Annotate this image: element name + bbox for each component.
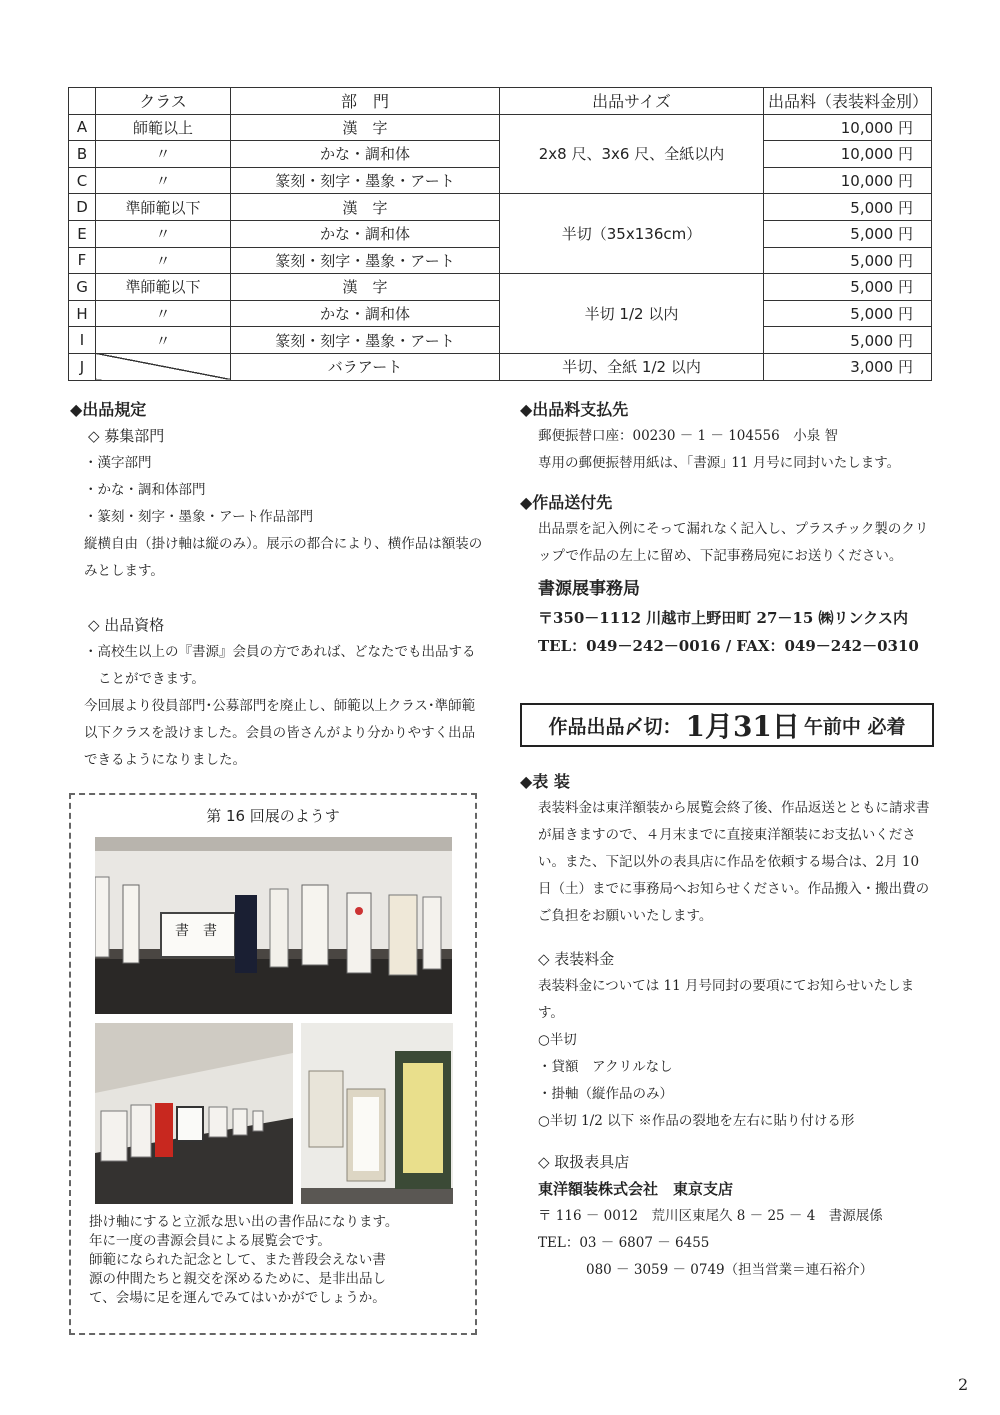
right-column-top xyxy=(520,396,936,660)
gallery-photo-scrolls xyxy=(301,1023,453,1204)
row-fee: 10,000 円 xyxy=(764,141,932,168)
row-letter: A xyxy=(69,114,96,141)
ryokin-text: 表装料金については 11 月号同封の要項にてお知らせいたします。 xyxy=(538,978,915,1021)
office-tel: TEL：049－242－0016 / FAX：049－242－0310 xyxy=(538,637,919,655)
row-dept: 漢 字 xyxy=(231,194,500,221)
col-header-class: クラス xyxy=(96,88,231,115)
fee-table xyxy=(68,87,932,381)
photo-box-title: 第 16 回展のようす xyxy=(206,807,340,825)
caption-line: て、会場に足を運んでみてはいかがでしょうか。 xyxy=(89,1290,386,1306)
row-class: 師範以上 xyxy=(96,114,231,141)
payment-line: 専用の郵便振替用紙は、｢書源｣ 11 月号に同封いたします。 xyxy=(538,455,901,471)
list-item: ・篆刻・刻字・墨象・アート作品部門 xyxy=(84,509,314,525)
photo-caption xyxy=(89,1213,461,1308)
row-dept: 篆刻・刻字・墨象・アート xyxy=(231,327,500,354)
list-item: ○半切 xyxy=(538,1032,577,1048)
row-size: 半切（35x136cm） xyxy=(500,194,764,274)
row-fee: 5,000 円 xyxy=(764,220,932,247)
list-item: ・高校生以上の『書源』会員の方であれば、どなたでも出品することができます。 xyxy=(84,644,476,687)
caption-line: 源の仲間たちと親交を深めるために、是非出品し xyxy=(89,1271,386,1287)
row-size: 半切、全紙 1/2 以内 xyxy=(500,353,764,380)
row-class: 〃 xyxy=(96,300,231,327)
row-letter: F xyxy=(69,247,96,274)
row-letter: H xyxy=(69,300,96,327)
table-row xyxy=(69,274,932,301)
row-letter: I xyxy=(69,327,96,354)
subheading-shop: ◇ 取扱表具店 xyxy=(538,1153,630,1171)
row-size: 2x8 尺、3x6 尺、全紙以内 xyxy=(500,114,764,194)
row-letter: G xyxy=(69,274,96,301)
row-dept: 篆刻・刻字・墨象・アート xyxy=(231,247,500,274)
row-class: 〃 xyxy=(96,220,231,247)
caption-line: 年に一度の書源会員による展覧会です。 xyxy=(89,1233,331,1249)
row-class: 〃 xyxy=(96,141,231,168)
table-row xyxy=(69,194,932,221)
section-heading-hyoso: ◆表 装 xyxy=(520,772,570,791)
row-letter: E xyxy=(69,220,96,247)
row-class: 準師範以下 xyxy=(96,194,231,221)
row-letter: B xyxy=(69,141,96,168)
row-fee: 5,000 円 xyxy=(764,327,932,354)
row-letter: D xyxy=(69,194,96,221)
list-item: ・貸額 アクリルなし xyxy=(538,1059,673,1075)
row-class: 〃 xyxy=(96,247,231,274)
row-dept: 漢 字 xyxy=(231,274,500,301)
shop-tel-mobile: 080 － 3059 － 0749（担当営業＝連石裕介） xyxy=(586,1262,874,1278)
list-item: ・かな・調和体部門 xyxy=(84,482,206,498)
table-row xyxy=(69,114,932,141)
row-fee: 5,000 円 xyxy=(764,247,932,274)
deadline-box xyxy=(520,703,934,747)
section-heading-send: ◆作品送付先 xyxy=(520,493,613,512)
page-number: 2 xyxy=(958,1375,969,1394)
list-item: ・漢字部門 xyxy=(84,455,152,471)
row-size: 半切 1/2 以内 xyxy=(500,274,764,354)
subheading-ryokin: ◇ 表装料金 xyxy=(538,950,615,968)
row-class: 〃 xyxy=(96,327,231,354)
row-class: 〃 xyxy=(96,167,231,194)
col-header-fee: 出品料（表装料金別） xyxy=(764,88,932,115)
left-column xyxy=(70,396,486,774)
row-dept: かな・調和体 xyxy=(231,141,500,168)
row-fee: 3,000 円 xyxy=(764,353,932,380)
gallery-photo-wide xyxy=(95,837,452,1014)
office-address: 〒350－1112 川越市上野田町 27－15 ㈱リンクス内 xyxy=(538,609,909,627)
row-fee: 5,000 円 xyxy=(764,194,932,221)
col-header-size: 出品サイズ xyxy=(500,88,764,115)
row-letter: J xyxy=(69,353,96,380)
list-item: ○半切 1/2 以下 ※作品の裂地を左右に貼り付ける形 xyxy=(538,1113,855,1129)
subheading-bosyu: ◇ 募集部門 xyxy=(88,427,165,445)
gallery-photo-scrolls-image xyxy=(301,1023,453,1204)
row-letter: C xyxy=(69,167,96,194)
caption-line: 掛け軸にすると立派な思い出の書作品になります。 xyxy=(89,1214,399,1230)
row-fee: 10,000 円 xyxy=(764,167,932,194)
row-dept: バラアート xyxy=(231,353,500,380)
col-header-dept: 部 門 xyxy=(231,88,500,115)
section-heading-payment: ◆出品料支払先 xyxy=(520,400,629,419)
table-row xyxy=(69,353,932,380)
row-class: 準師範以下 xyxy=(96,274,231,301)
exhibition-photo-box xyxy=(69,793,477,1335)
gallery-photo-corridor-image xyxy=(95,1023,293,1204)
table-header-row xyxy=(69,88,932,115)
gallery-photo-wide-image xyxy=(95,837,452,1014)
row-fee: 5,000 円 xyxy=(764,300,932,327)
row-fee: 5,000 円 xyxy=(764,274,932,301)
row-class-empty xyxy=(96,353,231,380)
payment-line: 郵便振替口座：00230 － 1 － 104556 小泉 智 xyxy=(538,428,839,444)
shikaku-note: 今回展より役員部門･公募部門を廃止し、師範以上クラス･準師範以下クラスを設けました。会員の皆さんがより分かりやすく出品できるようになりました。 xyxy=(84,698,476,768)
list-item: ・掛軸（縦作品のみ） xyxy=(538,1086,673,1102)
row-fee: 10,000 円 xyxy=(764,114,932,141)
row-dept: 篆刻・刻字・墨象・アート xyxy=(231,167,500,194)
deadline-label: 作品出品〆切： xyxy=(548,715,682,738)
shop-name: 東洋額装株式会社 東京支店 xyxy=(538,1180,734,1198)
office-name: 書源展事務局 xyxy=(538,579,640,599)
row-dept: かな・調和体 xyxy=(231,300,500,327)
deadline-time: 午前中 必着 xyxy=(803,715,906,738)
row-dept: かな・調和体 xyxy=(231,220,500,247)
subheading-shikaku: ◇ 出品資格 xyxy=(88,616,165,634)
hyoso-text: 表装料金は東洋額装から展覧会終了後、作品返送とともに請求書が届きますので、４月末までに直接東洋額装にお支払いください。また、下記以外の表具店に作品を依頼する場合は、2月 10 日（土）までに事務局へお知らせください。作品搬入・搬出費のご負担をお願いいたします。 xyxy=(538,800,930,924)
right-column-bottom xyxy=(520,768,936,1284)
caption-line: 師範になられた記念として、また普段会えない書 xyxy=(89,1252,386,1268)
send-text: 出品票を記入例にそって漏れなく記入し、プラスチック製のクリップで作品の左上に留め、下記事務局宛にお送りください。 xyxy=(538,521,929,564)
gallery-photo-corridor xyxy=(95,1023,293,1204)
row-dept: 漢 字 xyxy=(231,114,500,141)
svg-text:書 書: 書 書 xyxy=(175,923,217,939)
section-heading-rules: ◆出品規定 xyxy=(70,400,147,419)
bosyu-note: 縦横自由（掛け軸は縦のみ）。展示の都合により、横作品は額装のみとします。 xyxy=(84,536,483,579)
deadline-date: 1月31日 xyxy=(685,710,800,743)
shop-tel: TEL：03 － 6807 － 6455 xyxy=(538,1235,710,1251)
shop-address: 〒 116 － 0012 荒川区東尾久 8 － 25 － 4 書源展係 xyxy=(538,1208,883,1224)
